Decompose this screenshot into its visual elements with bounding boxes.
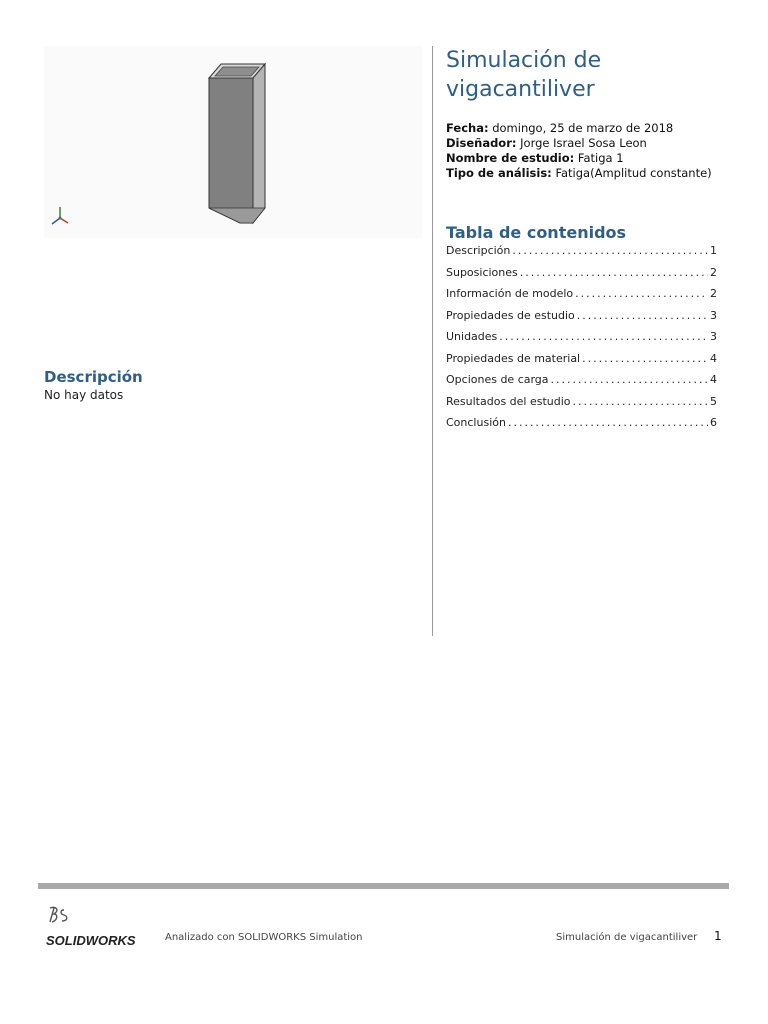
toc-entry[interactable]: Opciones de carga ..... 4 bbox=[446, 373, 717, 395]
solidworks-logo-text: SOLIDWORKS bbox=[46, 933, 136, 948]
beam-model-image bbox=[209, 64, 265, 223]
toc-entry[interactable]: Propiedades de estudio ..... 3 bbox=[446, 309, 717, 331]
ds-logo-icon bbox=[50, 907, 67, 922]
model-view bbox=[44, 46, 422, 238]
table-of-contents bbox=[446, 244, 717, 438]
footer-analyzed-with: Analizado con SOLIDWORKS Simulation bbox=[165, 932, 363, 943]
footer-divider bbox=[38, 883, 729, 889]
page-number: 1 bbox=[714, 929, 722, 943]
report-title: Simulación de vigacantiliver bbox=[446, 48, 602, 102]
axis-triad-icon bbox=[52, 207, 68, 224]
toc-entry[interactable]: Suposiciones ..... 2 bbox=[446, 266, 717, 288]
meta-study-name: Nombre de estudio: Fatiga 1 bbox=[446, 151, 624, 165]
toc-entry[interactable]: Conclusión ..... 6 bbox=[446, 416, 717, 438]
toc-entry[interactable]: Descripción ..... 1 bbox=[446, 244, 717, 266]
description-text: No hay datos bbox=[44, 388, 124, 402]
toc-heading: Tabla de contenidos bbox=[446, 223, 627, 242]
toc-entry[interactable]: Unidades ..... 3 bbox=[446, 330, 717, 352]
toc-entry[interactable]: Propiedades de material ..... 4 bbox=[446, 352, 717, 374]
column-divider bbox=[432, 46, 433, 636]
meta-date: Fecha: domingo, 25 de marzo de 2018 bbox=[446, 121, 674, 135]
footer-document-name: Simulación de vigacantiliver bbox=[556, 932, 698, 943]
meta-designer: Diseñador: Jorge Israel Sosa Leon bbox=[446, 136, 647, 150]
toc-entry[interactable]: Información de modelo ..... 2 bbox=[446, 287, 717, 309]
meta-analysis-type: Tipo de análisis: Fatiga(Amplitud constante) bbox=[446, 166, 712, 180]
description-heading: Descripción bbox=[44, 368, 143, 386]
solidworks-logo bbox=[44, 904, 154, 948]
toc-entry[interactable]: Resultados del estudio ..... 5 bbox=[446, 395, 717, 417]
report-meta bbox=[446, 121, 712, 181]
